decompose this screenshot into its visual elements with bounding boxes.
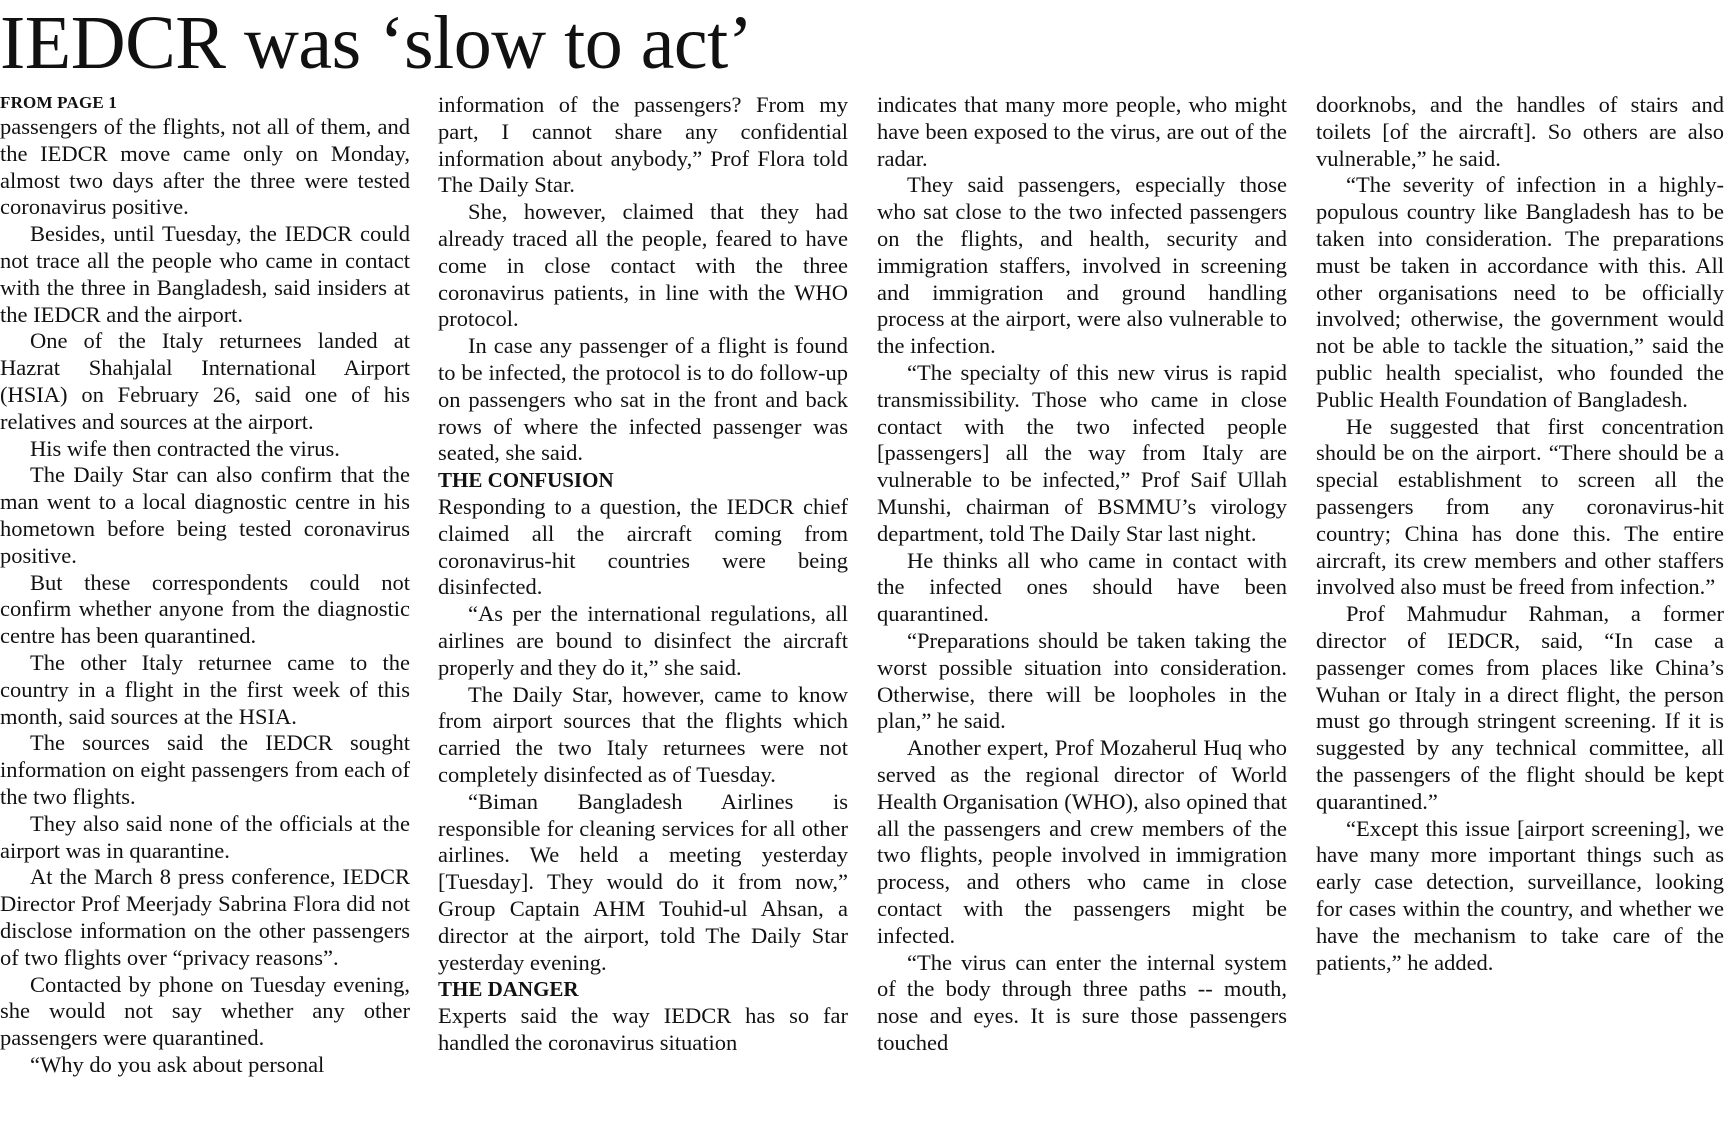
paragraph: Experts said the way IEDCR has so far handled the coronavirus situation: [438, 1003, 848, 1055]
paragraph: “Except this issue [airport screening], we have many more important things such as early case detection, surveillance, looking for cases within the country, and whether we have the mechanism to take care of the patients,” he added.: [1316, 815, 1724, 975]
paragraph: information of the passengers? From my part, I cannot share any confidential information about anybody,” Prof Flora told The Daily Star.: [438, 92, 848, 198]
paragraph: Contacted by phone on Tuesday evening, she would not say whether any other passengers were quarantined.: [0, 971, 410, 1051]
paragraph: They also said none of the officials at the airport was in quarantine.: [0, 810, 410, 863]
paragraph: “The virus can enter the internal system of the body through three paths -- mouth, nose and eyes. It is sure those passengers touched: [877, 949, 1287, 1055]
paragraph: The Daily Star can also confirm that the man went to a local diagnostic centre in his hometown before being tested coronavirus positive.: [0, 462, 410, 568]
paragraph: He suggested that first concentration should be on the airport. “There should be a special establishment to screen all the passengers from any coronavirus-hit country; China has done this. The entire aircraft, its crew members and other staffers involved also must be freed from infection.”: [1316, 413, 1724, 600]
paragraph: One of the Italy returnees landed at Hazrat Shahjalal International Airport (HSIA) on February 26, said one of his relatives and sources at the airport.: [0, 328, 410, 434]
continued-from-label: FROM PAGE 1: [0, 93, 118, 112]
article-column-4: [1316, 92, 1724, 1134]
paragraph: But these correspondents could not confirm whether anyone from the diagnostic centre has been quarantined.: [0, 569, 410, 649]
article-column-3: [877, 92, 1287, 1134]
paragraph: In case any passenger of a flight is found to be infected, the protocol is to do follow-up on passengers who sat in the front and back rows of where the infected passenger was seated, she said.: [438, 333, 848, 466]
paragraph: “The specialty of this new virus is rapid transmissibility. Those who came in close contact with the two infected people [passengers] all the way from Italy are vulnerable to be infected,” Prof Saif Ullah Munshi, chairman of BSMMU’s virology department, told The Daily Star last night.: [877, 359, 1287, 546]
paragraph: Prof Mahmudur Rahman, a former director of IEDCR, said, “In case a passenger comes from places like China’s Wuhan or Italy in a direct flight, the person must go through stringent screening. If it is suggested by any technical committee, all the passengers of the flight should be kept quarantined.”: [1316, 601, 1724, 814]
paragraph: “The severity of infection in a highly-populous country like Bangladesh has to be taken into consideration. The preparations must be taken in accordance with this. All other organisations need to be officially involved; otherwise, the government would not be able to tackle the situation,” said the public health specialist, who founded the Public Health Foundation of Bangladesh.: [1316, 172, 1724, 412]
paragraph: The Daily Star, however, came to know from airport sources that the flights which carried the two Italy returnees were not completely disinfected as of Tuesday.: [438, 681, 848, 787]
paragraph: His wife then contracted the virus.: [30, 435, 340, 461]
paragraph: The other Italy returnee came to the country in a flight in the first week of this month, said sources at the HSIA.: [0, 649, 410, 729]
paragraph: At the March 8 press conference, IEDCR Director Prof Meerjady Sabrina Flora did not disclose information on the other passengers of two flights over “privacy reasons”.: [0, 864, 410, 970]
article-column-2: [438, 92, 848, 1134]
paragraph: “Biman Bangladesh Airlines is responsible for cleaning services for all other airlines. We held a meeting yesterday [Tuesday]. They would do it from now,” Group Captain AHM Touhid-ul Ahsan, a director at the airport, told The Daily Star yesterday evening.: [438, 788, 848, 975]
paragraph: He thinks all who came in contact with the infected ones should have been quarantined.: [877, 547, 1287, 627]
paragraph: indicates that many more people, who might have been exposed to the virus, are out of the radar.: [877, 92, 1287, 171]
paragraph: passengers of the flights, not all of them, and the IEDCR move came only on Monday, almost two days after the three were tested coronavirus positive.: [0, 114, 410, 220]
paragraph: “Why do you ask about personal: [30, 1051, 325, 1077]
paragraph: doorknobs, and the handles of stairs and toilets [of the aircraft]. So others are also vulnerable,” he said.: [1316, 92, 1724, 171]
article-column-1: [0, 92, 410, 1134]
paragraph: Besides, until Tuesday, the IEDCR could not trace all the people who came in contact with the three in Bangladesh, said insiders at the IEDCR and the airport.: [0, 221, 410, 327]
paragraph: Another expert, Prof Mozaherul Huq who served as the regional director of World Health Organisation (WHO), also opined that all the passengers and crew members of the two flights, people involved in immigration process, and others who came in close contact with the passengers might be infected.: [877, 735, 1287, 948]
paragraph: Responding to a question, the IEDCR chief claimed all the aircraft coming from coronavirus-hit countries were being disinfected.: [438, 493, 848, 600]
paragraph: The sources said the IEDCR sought information on eight passengers from each of the two flights.: [0, 730, 410, 809]
headline: IEDCR was ‘slow to act’: [0, 1, 753, 85]
subhead-confusion: THE CONFUSION: [438, 468, 614, 493]
paragraph: She, however, claimed that they had already traced all the people, feared to have come in close contact with the three coronavirus patients, in line with the WHO protocol.: [438, 199, 848, 332]
paragraph: “As per the international regulations, all airlines are bound to disinfect the aircraft properly and they do it,” she said.: [438, 601, 848, 680]
paragraph: They said passengers, especially those who sat close to the two infected passengers on the flights, and health, security and immigration staffers, involved in screening and immigration and ground handling process at the airport, were also vulnerable to the infection.: [877, 172, 1287, 359]
paragraph: “Preparations should be taken taking the worst possible situation into consideration. Otherwise, there will be loopholes in the plan,” he said.: [877, 627, 1287, 734]
subhead-danger: THE DANGER: [438, 977, 579, 1002]
